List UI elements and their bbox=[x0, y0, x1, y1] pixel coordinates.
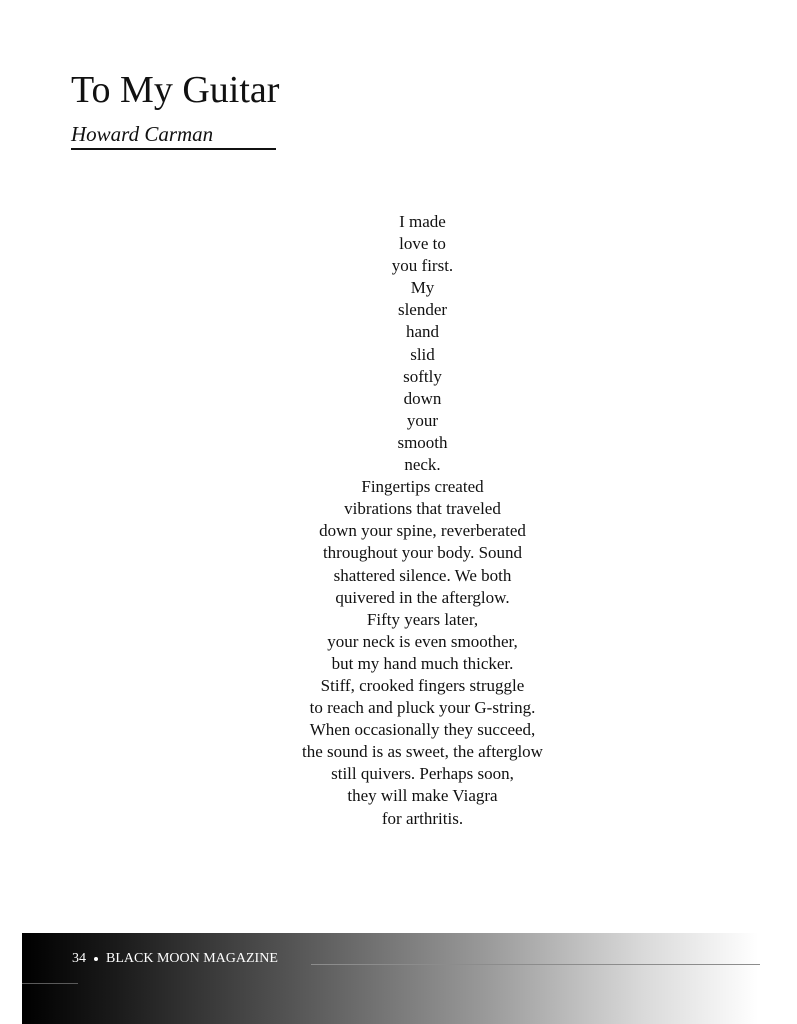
poem-line: smooth bbox=[397, 432, 448, 452]
poem-line: hand bbox=[405, 322, 440, 342]
poem-line: shattered silence. We both bbox=[333, 565, 512, 585]
footer-folio bbox=[72, 949, 278, 969]
poem-line: Stiff, crooked fingers struggle bbox=[320, 675, 525, 695]
bullet-icon bbox=[94, 957, 98, 961]
page-number: 34 bbox=[72, 951, 86, 966]
footer-rule bbox=[311, 964, 760, 965]
poem-line: throughout your body. Sound bbox=[322, 543, 523, 563]
poem-line: Fingertips created bbox=[361, 477, 484, 497]
page-footer bbox=[22, 933, 797, 1024]
poem-line: still quivers. Perhaps soon, bbox=[331, 764, 514, 784]
poem-line: quivered in the afterglow. bbox=[335, 587, 510, 607]
poem-line: they will make Viagra bbox=[347, 786, 498, 806]
poem-line: your bbox=[406, 410, 439, 430]
poem-line: for arthritis. bbox=[381, 808, 464, 828]
author-byline bbox=[71, 121, 276, 150]
poem-body bbox=[250, 211, 595, 830]
poem-line: down bbox=[403, 388, 442, 408]
poem-line: slender bbox=[397, 300, 448, 320]
poem-line: vibrations that traveled bbox=[344, 499, 501, 519]
poem-line: My bbox=[410, 278, 435, 298]
poem-line: When occasionally they succeed, bbox=[309, 720, 536, 740]
poem-line: love to bbox=[399, 234, 446, 254]
poem-line: down your spine, reverberated bbox=[319, 521, 526, 541]
poem-line: neck. bbox=[404, 455, 441, 475]
footer-divider bbox=[22, 983, 78, 984]
poem-line: slid bbox=[410, 344, 435, 364]
poem-line: Fifty years later, bbox=[366, 609, 479, 629]
poem-title: To My Guitar bbox=[71, 69, 280, 111]
poem-line: I made bbox=[399, 212, 446, 231]
poem-line: but my hand much thicker. bbox=[331, 653, 514, 673]
poem-line: softly bbox=[403, 366, 442, 386]
poem-line: the sound is as sweet, the afterglow bbox=[302, 742, 543, 762]
poem-line: you first. bbox=[391, 256, 454, 276]
poem-line: your neck is even smoother, bbox=[327, 631, 518, 651]
author-name: Howard Carman bbox=[71, 122, 214, 146]
magazine-name: BLACK MOON MAGAZINE bbox=[106, 951, 278, 966]
poem-line: to reach and pluck your G-string. bbox=[309, 698, 536, 718]
